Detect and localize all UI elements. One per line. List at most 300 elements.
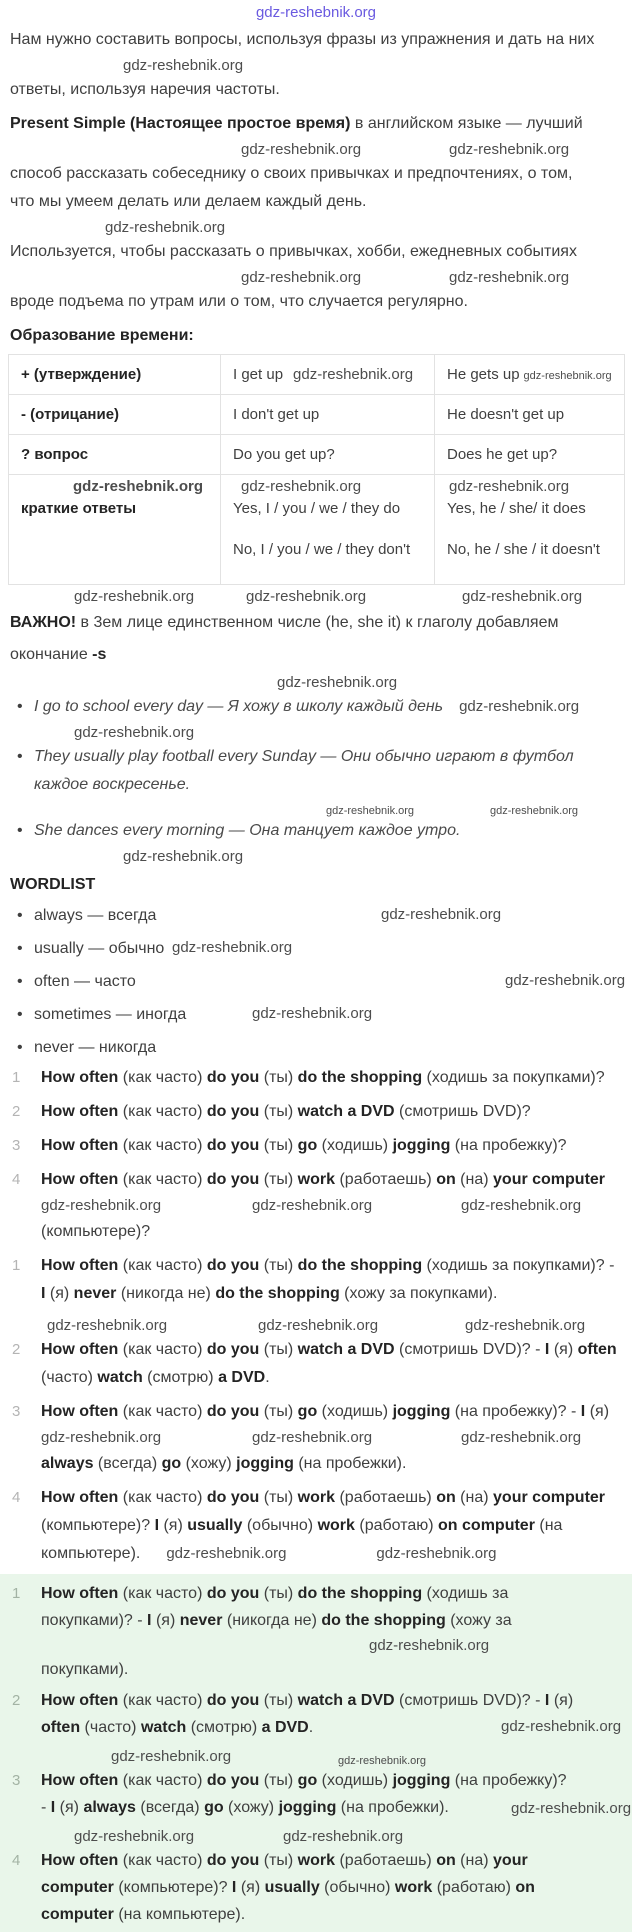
site-link-watermark[interactable]: gdz-reshebnik.org (255, 4, 377, 21)
answer-text (41, 1687, 622, 1714)
table-row-short-answers (9, 474, 625, 584)
watermark: gdz-reshebnik.org (123, 848, 244, 866)
bold-text-segment: How often (41, 1171, 119, 1189)
answer-rich (41, 1257, 614, 1274)
table-label-cell: ? вопрос (9, 434, 221, 474)
watermark-row (0, 138, 632, 160)
table-cell (435, 474, 625, 584)
answer-text (41, 1767, 622, 1794)
bold-text-segment: a DVD (218, 1369, 266, 1387)
bold-text-segment: How often (41, 1257, 119, 1275)
answer-rich (41, 1719, 313, 1736)
text-segment: (на компьютере). (113, 1906, 246, 1924)
bold-text-segment: do you (206, 1585, 260, 1603)
text-segment: (ты) (259, 1257, 298, 1275)
text-segment: (работаешь) (335, 1852, 437, 1870)
item-number: 3 (12, 1403, 21, 1421)
text-segment: (ходишь за покупками)? - (422, 1257, 615, 1275)
bold-text-segment: do you (206, 1692, 260, 1710)
item-number: 1 (12, 1069, 21, 1087)
bold-text-segment: your computer (493, 1171, 606, 1189)
item-number: 4 (12, 1852, 21, 1870)
watermark: gdz-reshebnik.org (459, 697, 580, 715)
wordlist-item (0, 1031, 632, 1064)
bold-text-segment: do you (206, 1403, 260, 1421)
text-segment: (ты) (259, 1692, 298, 1710)
table-value: He gets up (447, 365, 520, 383)
text-segment: компьютере). (41, 1545, 141, 1563)
text-segment: (ходишь за (422, 1585, 509, 1603)
question-text (41, 1064, 622, 1092)
answer-text (41, 1280, 622, 1308)
item-number: 4 (12, 1171, 21, 1189)
bold-text-segment: How often (41, 1103, 119, 1121)
bold-text-segment: I (544, 1692, 550, 1710)
bold-text-segment: watch a DVD (297, 1341, 395, 1359)
watermark: gdz-reshebnik.org (462, 587, 583, 605)
text-segment: (ты) (259, 1489, 298, 1507)
table-cell: Does he get up? (435, 434, 625, 474)
bold-text-segment: computer (41, 1879, 114, 1897)
bold-text-segment: do the shopping (297, 1257, 423, 1275)
text-segment: (как часто) (118, 1772, 207, 1790)
text-segment: (смотришь DVD)? - (394, 1692, 545, 1710)
bold-text-segment: do the shopping (297, 1585, 423, 1603)
answer-text (41, 1336, 622, 1364)
text-segment: (как часто) (118, 1692, 207, 1710)
text-segment: (на пробежку)? (450, 1137, 567, 1155)
table-row-affirmative (9, 354, 625, 394)
table-label-cell (9, 474, 221, 584)
bold-text-segment: How often (41, 1341, 119, 1359)
watermark: gdz-reshebnik.org (41, 1197, 162, 1215)
bold-text-segment: I (147, 1612, 152, 1630)
bold-text-segment: How often (41, 1692, 119, 1710)
bold-text-segment: -s (92, 645, 107, 663)
answer-rich (41, 1489, 605, 1506)
bold-text-segment: I (544, 1341, 550, 1359)
watermark: gdz-reshebnik.org (449, 477, 570, 495)
important-rich (10, 614, 558, 631)
text-segment: окончание (10, 645, 93, 663)
watermark: gdz-reshebnik.org (47, 1317, 168, 1335)
example-item-continuation (0, 771, 632, 799)
bold-text-segment: jogging (392, 1137, 451, 1155)
item-number: 2 (12, 1103, 21, 1121)
watermark-row (41, 1426, 622, 1450)
text-segment: (ходишь) (317, 1772, 393, 1790)
bold-text-segment: I (50, 1799, 56, 1817)
watermark: gdz-reshebnik.org (246, 587, 367, 605)
watermark: gdz-reshebnik.org (166, 1545, 287, 1563)
bold-text-segment: on (515, 1879, 535, 1897)
answer-rich (41, 1692, 573, 1709)
text-segment: (как часто) (118, 1257, 207, 1275)
answer-rich (41, 1772, 567, 1789)
watermark: gdz-reshebnik.org (449, 140, 570, 158)
text-segment: (ты) (259, 1852, 298, 1870)
bold-text-segment: on (436, 1852, 456, 1870)
wordlist-text: never — никогда (34, 1039, 157, 1057)
bold-text-segment: always (41, 1455, 94, 1473)
bold-text-segment: do you (206, 1137, 260, 1155)
conjugation-table (8, 354, 625, 585)
bold-text-segment: ВАЖНО! (10, 613, 77, 631)
wordlist-item (0, 932, 632, 965)
watermark: gdz-reshebnik.org (381, 906, 502, 924)
watermark: gdz-reshebnik.org (277, 673, 398, 691)
important-line-2 (0, 639, 632, 671)
text-segment: (обычно) (242, 1517, 318, 1535)
example-text: I go to school every day — Я хожу в школу каждый день (34, 697, 444, 715)
text-segment: - (41, 1799, 51, 1817)
text-segment: (хожу за покупками). (339, 1285, 498, 1303)
text-segment: (ты) (259, 1403, 298, 1421)
text-segment: (хожу) (223, 1799, 279, 1817)
bold-text-segment: How often (41, 1489, 119, 1507)
bold-text-segment: do the shopping (215, 1285, 340, 1303)
bold-text-segment: watch (97, 1369, 143, 1387)
text-segment: (компьютере)? (41, 1223, 151, 1241)
example-text: каждое воскресенье. (34, 775, 191, 793)
text-segment: (ты) (259, 1137, 298, 1155)
important-line-1 (0, 607, 632, 639)
top-watermark-row (0, 0, 632, 26)
bold-text-segment: do you (206, 1772, 260, 1790)
answer-text (41, 1450, 622, 1478)
text-segment: (работаешь) (335, 1171, 437, 1189)
question-rich (41, 1223, 150, 1240)
watermark: gdz-reshebnik.org (293, 365, 414, 383)
usage-line-2: вроде подъема по утрам или о том, что случается регулярно. (10, 292, 468, 310)
question-text (41, 1218, 622, 1246)
answer-rich (41, 1341, 617, 1358)
answer-text (41, 1901, 622, 1928)
example-item (0, 743, 632, 771)
table-label-cell: + (утверждение) (9, 354, 221, 394)
watermark: gdz-reshebnik.org (449, 268, 570, 286)
cell-gap (233, 520, 422, 538)
bold-text-segment: I (154, 1517, 160, 1535)
answer-item (0, 1336, 632, 1392)
item-number: 1 (12, 1585, 21, 1603)
important-rich (10, 646, 106, 663)
text-segment: (хожу) (181, 1455, 237, 1473)
watermark: gdz-reshebnik.org (74, 587, 195, 605)
text-segment: (ходишь) (317, 1137, 393, 1155)
text-segment: (всегда) (135, 1799, 205, 1817)
bold-text-segment: jogging (392, 1403, 451, 1421)
wordlist-heading: WORDLIST (10, 876, 96, 894)
text-segment: (я) (151, 1612, 180, 1630)
text-segment: в английском языке — лучший (350, 114, 583, 132)
text-segment: (работаю) (354, 1517, 439, 1535)
bold-text-segment: do the shopping (297, 1069, 423, 1087)
text-segment: (ты) (259, 1772, 298, 1790)
example-text: She dances every morning — Она танцует каждое утро. (34, 822, 461, 840)
table-row-negative (9, 394, 625, 434)
watermark: gdz-reshebnik.org (241, 477, 362, 495)
question-rich (41, 1171, 605, 1188)
text-segment: (никогда не) (222, 1612, 322, 1630)
answer-rich (41, 1403, 609, 1420)
watermark: gdz-reshebnik.org (252, 1197, 373, 1215)
short-answer-yes: Yes, I / you / we / they do (233, 499, 401, 517)
bold-text-segment: I (580, 1403, 586, 1421)
text-segment: (обычно) (319, 1879, 395, 1897)
answer-rich (41, 1545, 140, 1562)
bold-text-segment: often (577, 1341, 617, 1359)
question-item (0, 1132, 632, 1160)
watermark: gdz-reshebnik.org (376, 1545, 497, 1563)
bold-text-segment: go (297, 1403, 318, 1421)
table-cell: He doesn't get up (435, 394, 625, 434)
question-item (0, 1166, 632, 1246)
text-segment: (как часто) (118, 1103, 207, 1121)
watermark-row (0, 1314, 632, 1336)
text-segment: . (265, 1369, 270, 1387)
bold-text-segment: your computer (493, 1489, 606, 1507)
bold-text-segment: do the shopping (321, 1612, 446, 1630)
watermark: gdz-reshebnik.org (490, 804, 579, 817)
table-cell (435, 354, 625, 394)
bold-text-segment: work (297, 1852, 336, 1870)
bold-text-segment: How often (41, 1403, 119, 1421)
text-segment: (на) (455, 1489, 494, 1507)
watermark: gdz-reshebnik.org (252, 1005, 373, 1023)
answer-rich (41, 1661, 128, 1678)
bold-text-segment: do you (206, 1852, 260, 1870)
answer-item (0, 1484, 632, 1568)
text-segment: (я) (549, 1341, 578, 1359)
text-segment: (я) (549, 1692, 574, 1710)
question-item (0, 1098, 632, 1126)
text-segment: (смотрю) (186, 1719, 262, 1737)
text-segment: (смотрю) (142, 1369, 219, 1387)
bold-text-segment: I (41, 1285, 46, 1303)
watermark-row (0, 266, 632, 288)
watermark-row (41, 1194, 622, 1218)
item-number: 2 (12, 1692, 21, 1710)
answer-item (0, 1252, 632, 1308)
watermark: gdz-reshebnik.org (511, 1800, 632, 1818)
text-segment: (как часто) (118, 1852, 207, 1870)
answer-text (41, 1656, 622, 1683)
watermark: gdz-reshebnik.org (172, 939, 293, 957)
answer-rich (41, 1517, 562, 1534)
text-segment: (смотришь DVD)? - (394, 1341, 545, 1359)
watermark: gdz-reshebnik.org (111, 1748, 232, 1766)
wordlist-item (0, 998, 632, 1031)
table-cell: Do you get up? (221, 434, 435, 474)
watermark: gdz-reshebnik.org (338, 1755, 427, 1768)
answer-highlight-section (0, 1574, 632, 1932)
question-text (41, 1098, 622, 1126)
answer-text (41, 1874, 622, 1901)
watermark-row (41, 1634, 622, 1656)
text-segment: (на пробежки). (293, 1455, 407, 1473)
bold-text-segment: How often (41, 1585, 119, 1603)
bold-text-segment: work (317, 1517, 355, 1535)
watermark-row (0, 799, 632, 817)
text-segment: (как часто) (118, 1069, 207, 1087)
text-segment: (ты) (259, 1069, 298, 1087)
bold-text-segment: computer (41, 1906, 114, 1924)
question-rich (41, 1069, 605, 1086)
answer-rich (41, 1369, 270, 1386)
formation-heading: Образование времени: (10, 326, 194, 344)
answer-rich (41, 1852, 528, 1869)
text-segment: (всегда) (93, 1455, 162, 1473)
watermark-row (0, 721, 632, 743)
present-simple-line-3: что мы умеем делать или делаем каждый день. (10, 192, 367, 210)
text-segment: (как часто) (118, 1403, 207, 1421)
text-segment: (как часто) (118, 1489, 207, 1507)
answer-rich (41, 1285, 497, 1302)
table-row-question (9, 434, 625, 474)
text-segment: (работаю) (432, 1879, 516, 1897)
highlight-answer-item (0, 1767, 632, 1821)
wordlist-text: always — всегда (34, 907, 157, 925)
text-segment: (ходишь) (317, 1403, 393, 1421)
answer-text (41, 1540, 622, 1568)
bold-text-segment: Present Simple (Настоящее простое время) (10, 114, 351, 132)
answer-text (41, 1512, 622, 1540)
question-item (0, 1064, 632, 1092)
bold-text-segment: do you (206, 1489, 260, 1507)
answer-rich (41, 1879, 535, 1896)
item-number: 3 (12, 1772, 21, 1790)
question-text (41, 1166, 622, 1194)
bold-text-segment: on computer (438, 1517, 535, 1535)
question-rich (41, 1103, 531, 1120)
bold-text-segment: do you (206, 1103, 260, 1121)
text-segment: (я) (45, 1285, 74, 1303)
bold-text-segment: watch a DVD (297, 1692, 395, 1710)
table-label: краткие ответы (21, 499, 137, 517)
wordlist-item (0, 965, 632, 998)
bold-text-segment: watch (140, 1719, 187, 1737)
bold-text-segment: go (297, 1772, 318, 1790)
watermark-row (0, 845, 632, 867)
item-number: 2 (12, 1341, 21, 1359)
bold-text-segment: watch a DVD (297, 1103, 395, 1121)
answer-rich (41, 1799, 449, 1816)
text-segment: (смотришь DVD)? (394, 1103, 531, 1121)
bold-text-segment: How often (41, 1069, 119, 1087)
text-segment: (компьютере)? (41, 1517, 155, 1535)
watermark-row (0, 1825, 632, 1847)
bold-text-segment: often (41, 1719, 81, 1737)
answer-item (0, 1398, 632, 1478)
question-text (41, 1132, 622, 1160)
watermark: gdz-reshebnik.org (505, 972, 626, 990)
text-segment: . (308, 1719, 314, 1737)
bold-text-segment: work (297, 1171, 336, 1189)
watermark: gdz-reshebnik.org (123, 57, 244, 74)
watermark: gdz-reshebnik.org (241, 268, 362, 286)
answer-rich (41, 1585, 508, 1602)
bold-text-segment: on (436, 1171, 456, 1189)
bold-text-segment: How often (41, 1137, 119, 1155)
watermark: gdz-reshebnik.org (241, 140, 362, 158)
table-cell (221, 354, 435, 394)
watermark: gdz-reshebnik.org (105, 218, 226, 236)
text-segment: (я) (159, 1517, 188, 1535)
answer-text (41, 1252, 622, 1280)
bold-text-segment: do you (206, 1341, 260, 1359)
answer-rich (41, 1455, 406, 1472)
text-segment: (работаешь) (335, 1489, 437, 1507)
watermark-row (0, 1745, 632, 1767)
answer-text (41, 1607, 622, 1634)
item-number: 3 (12, 1137, 21, 1155)
item-number: 4 (12, 1489, 21, 1507)
bold-text-segment: a DVD (261, 1719, 309, 1737)
text-segment: (никогда не) (116, 1285, 216, 1303)
bold-text-segment: jogging (236, 1455, 294, 1473)
bold-text-segment: How often (41, 1852, 119, 1870)
watermark: gdz-reshebnik.org (326, 804, 415, 817)
short-answer-yes: Yes, he / she/ it does (447, 499, 586, 517)
watermark: gdz-reshebnik.org (252, 1429, 373, 1447)
answer-rich (41, 1906, 245, 1923)
text-segment: покупками). (41, 1661, 129, 1679)
text-segment: (ты) (259, 1103, 298, 1121)
text-segment: (компьютере)? (113, 1879, 232, 1897)
bold-text-segment: go (297, 1137, 318, 1155)
answer-text (41, 1484, 622, 1512)
example-text: They usually play football every Sunday — Они обычно играют в футбол (34, 747, 574, 765)
bold-text-segment: never (73, 1285, 117, 1303)
answer-text (41, 1364, 622, 1392)
bold-text-segment: jogging (392, 1772, 451, 1790)
watermark: gdz-reshebnik.org (74, 723, 195, 741)
present-simple-rich (10, 115, 583, 132)
text-segment: (на) (455, 1171, 494, 1189)
bold-text-segment: I (231, 1879, 237, 1897)
text-segment: в 3ем лице единственном числе (he, she it) к глаголу добавляем (76, 613, 559, 631)
bold-text-segment: do you (206, 1171, 260, 1189)
watermark-row (0, 54, 632, 76)
answer-rich (41, 1612, 512, 1629)
watermark: gdz-reshebnik.org (523, 369, 612, 382)
bold-text-segment: work (394, 1879, 433, 1897)
text-segment: (на пробежку)? - (450, 1403, 581, 1421)
answer-text (41, 1847, 622, 1874)
text-segment: (на пробежку)? (450, 1772, 567, 1790)
present-simple-line-2: способ рассказать собеседнику о своих привычках и предпочтениях, о том, (10, 164, 573, 182)
intro-line-1: Нам нужно составить вопросы, используя фразы из упражнения и дать на них (10, 31, 595, 48)
text-segment: (я) (236, 1879, 265, 1897)
text-segment: (на) (455, 1852, 494, 1870)
text-segment: (часто) (41, 1369, 98, 1387)
text-segment: (ходишь за покупками)? (422, 1069, 605, 1087)
bold-text-segment: jogging (278, 1799, 337, 1817)
example-item (0, 817, 632, 845)
text-segment: (как часто) (118, 1341, 207, 1359)
text-segment: (на (534, 1517, 563, 1535)
text-segment: (как часто) (118, 1171, 207, 1189)
bold-text-segment: on (436, 1489, 456, 1507)
answer-text (41, 1398, 622, 1426)
bold-text-segment: do you (206, 1257, 260, 1275)
bold-text-segment: never (179, 1612, 223, 1630)
watermark: gdz-reshebnik.org (258, 1317, 379, 1335)
item-number: 1 (12, 1257, 21, 1275)
cell-gap (447, 520, 612, 538)
wordlist-text: sometimes — иногда (34, 1006, 187, 1024)
